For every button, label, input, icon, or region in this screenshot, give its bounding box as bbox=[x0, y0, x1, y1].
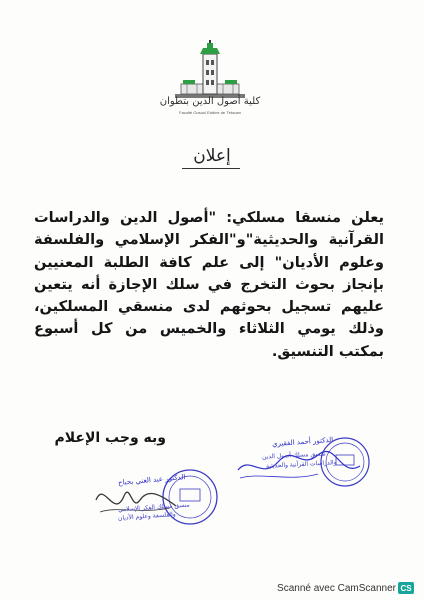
notice-title: إعلان bbox=[193, 146, 231, 166]
stamp-1-line-2: والدراسات القرآنية والحديثية bbox=[265, 459, 337, 470]
notice-closing: وبه وجب الإعلام bbox=[54, 430, 166, 446]
stamp-1-line-1: منسق مسلك أصول الدين bbox=[261, 450, 326, 461]
camscanner-icon bbox=[398, 582, 414, 594]
stamp-2-line-2: والفلسفة وعلوم الأديان bbox=[117, 510, 176, 523]
svg-text:CS: CS bbox=[400, 584, 412, 593]
institution-name: كلية أصول الدين بتطوان bbox=[159, 96, 261, 107]
signatory-2-name: الدكتور عبد الغني بحباح bbox=[117, 473, 186, 487]
signatory-1-name: الدكتور أحمد الفقيري bbox=[271, 435, 334, 449]
institution-subtitle: Faculté Ousoul Eddine de Tétouan bbox=[179, 110, 241, 115]
stamp-2-line-1: منسق مسلك الفكر الإسلامي bbox=[117, 501, 190, 514]
camscanner-watermark: Scanné avec CamScanner bbox=[277, 583, 396, 594]
notice-body: يعلن منسقا مسلكي: "أصول الدين والدراسات القرآنية والحديثية"و"الفكر الإسلامي والفلسفة وعلوم الأديان" إلى علم كافة الطلبة المعنيين بإنجاز بحوث التخرج في سلك الإجازة أنه يتعين عليهم تسجيل بحوثهم لدى منسقي المسلكين، وذلك يومي الثلاثاء والخميس من كل أسبوع بمكتب التنسيق. bbox=[34, 209, 384, 360]
